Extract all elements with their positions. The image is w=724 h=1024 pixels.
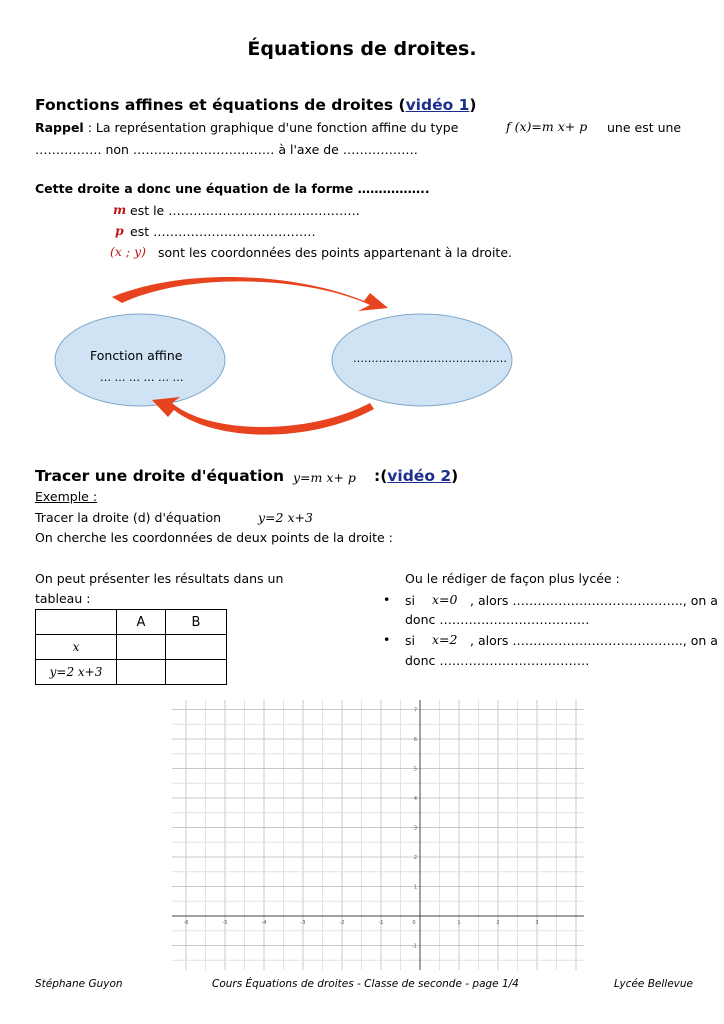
left-ellipse-label: Fonction affine <box>90 348 183 363</box>
x-tick-label: -6 <box>183 920 189 926</box>
x-tick-label: 2 <box>496 920 500 926</box>
table-row-x-label: x <box>36 635 117 660</box>
rappel-formula: f (x)=m x+ p <box>506 119 588 134</box>
results-table <box>35 609 227 685</box>
m-var: m <box>113 202 127 217</box>
section2-heading: Tracer une droite d'équation <box>35 467 285 485</box>
y-tick-label: 6 <box>413 737 417 743</box>
p-text: est ………………………………… <box>130 224 316 239</box>
tracer-line: Tracer la droite (d) d'équation <box>35 510 222 525</box>
exemple-label: Exemple : <box>35 489 98 504</box>
bullet1-cond: x=0 <box>432 592 458 607</box>
table-row-y-label: y=2 x+3 <box>36 660 117 685</box>
bullet1-alors: , alors ………………………………….., on a <box>470 593 718 608</box>
present-line1: On peut présenter les résultats dans un <box>35 571 284 586</box>
table-cell-empty <box>36 610 117 635</box>
section1-heading-end: ) <box>469 96 477 114</box>
rappel-label: Rappel <box>35 120 84 135</box>
video1-link[interactable]: vidéo 1 <box>405 96 470 114</box>
bullet-dot-icon: • <box>383 632 391 647</box>
m-text: est le ………………………………………. <box>130 203 360 218</box>
section2-heading-end: ) <box>451 467 459 485</box>
x-tick-label: 0 <box>412 920 416 926</box>
page-title: Équations de droites. <box>247 38 477 60</box>
bullet2-si: si <box>405 633 415 648</box>
table-row <box>36 635 227 660</box>
right-ellipse-dots: …………………………………… <box>353 352 507 365</box>
p-var: p <box>115 223 124 238</box>
y-tick-label: 5 <box>413 766 417 773</box>
present-line2: tableau : <box>35 591 91 606</box>
bullet1-donc: donc ……………………………… <box>405 612 590 627</box>
y-tick-label: 4 <box>413 796 417 802</box>
bullet1-si: si <box>405 593 415 608</box>
table-cell[interactable] <box>117 635 166 660</box>
section2-heading-link-wrap <box>374 467 458 485</box>
x-tick-label: -3 <box>300 920 306 926</box>
tracer-formula: y=2 x+3 <box>258 510 313 525</box>
section2-heading-sep: :( <box>374 467 388 485</box>
rappel-line2: ……………. non ……………………….…… à l'axe de ……………… <box>35 142 418 157</box>
y-tick-label: 7 <box>413 707 417 714</box>
table-header-b: B <box>166 610 227 635</box>
table-header-a: A <box>117 610 166 635</box>
cherche-line: On cherche les coordonnées de deux points de la droite : <box>35 530 393 545</box>
xy-var: (x ; y) <box>110 244 147 259</box>
bullet2-alors: , alors ………………………………….., on a <box>470 633 718 648</box>
footer-author: Stéphane Guyon <box>35 978 123 990</box>
rappel-text2: une est une <box>607 120 682 135</box>
y-tick-label: 3 <box>413 825 417 832</box>
rappel-line <box>35 120 458 135</box>
bullet2-donc: donc ……………………………… <box>405 653 590 668</box>
top-arrow-icon <box>112 277 388 311</box>
footer-course: Cours Équations de droites - Classe de seconde - page 1/4 <box>212 978 519 990</box>
bullet-dot-icon: • <box>383 592 391 607</box>
table-row <box>36 610 227 635</box>
section1-heading-text: Fonctions affines et équations de droites ( <box>35 96 406 114</box>
redige-line: Ou le rédiger de façon plus lycée : <box>405 571 620 586</box>
table-cell[interactable] <box>117 660 166 685</box>
section2-heading-formula: y=m x+ p <box>293 470 356 485</box>
coordinate-grid[interactable] <box>172 700 584 970</box>
y-tick-label: 2 <box>413 855 417 861</box>
x-tick-label: -2 <box>339 920 345 926</box>
rappel-text: : La représentation graphique d'une fonction affine du type <box>83 120 459 135</box>
x-tick-label: -1 <box>378 920 384 926</box>
x-tick-label: -4 <box>261 920 267 926</box>
section1-heading <box>35 96 477 114</box>
left-ellipse-dots: … … … … … … <box>100 371 184 384</box>
footer-school: Lycée Bellevue <box>614 978 694 990</box>
table-cell[interactable] <box>166 635 227 660</box>
table-cell[interactable] <box>166 660 227 685</box>
x-tick-label: 3 <box>535 920 539 926</box>
y-tick-label: 1 <box>413 884 417 891</box>
y-tick-label: -1 <box>412 943 417 950</box>
table-row <box>36 660 227 685</box>
xy-text: sont les coordonnées des points appartenant à la droite. <box>158 245 512 260</box>
form-line: Cette droite a donc une équation de la forme …………….. <box>35 181 430 196</box>
bullet2-cond: x=2 <box>432 632 458 647</box>
x-tick-label: 1 <box>457 920 461 926</box>
x-tick-label: -5 <box>222 920 228 926</box>
video2-link[interactable]: vidéo 2 <box>387 467 452 485</box>
